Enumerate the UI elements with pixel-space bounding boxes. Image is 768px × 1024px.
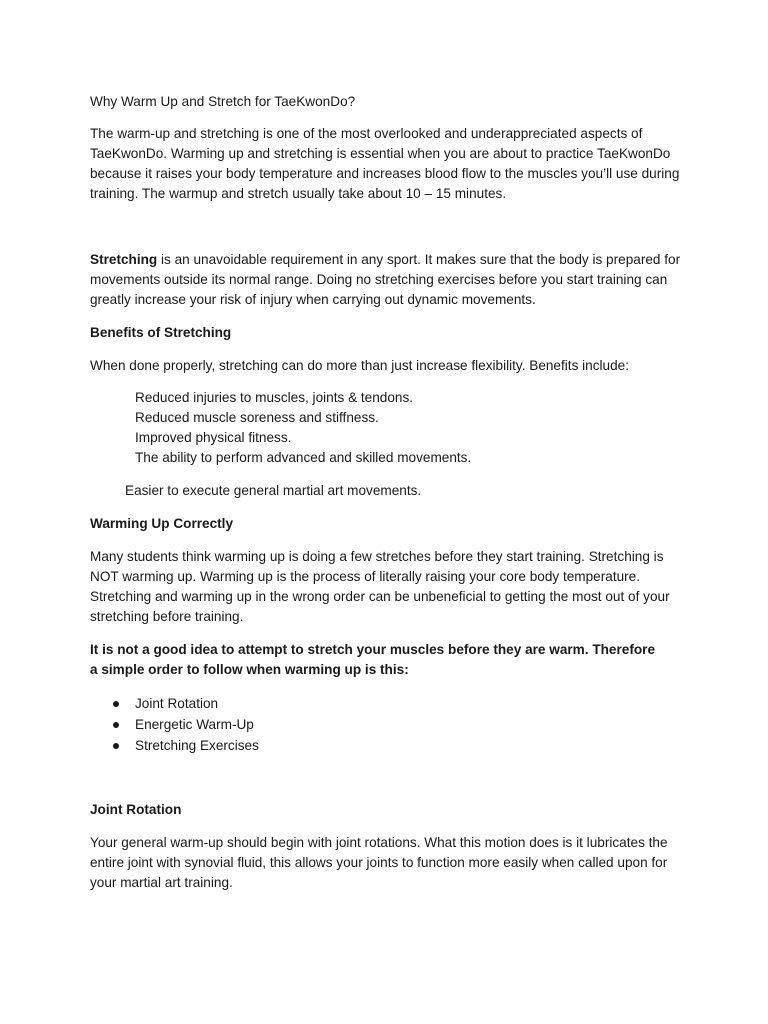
stretching-text: is an unavoidable requirement in any sport. It makes sure that the body is prepared for movements outside its normal range. Doing no stretching exercises before you start training can greatly increase your risk of injury when carrying out dynamic movements. bbox=[90, 252, 681, 307]
benefits-intro: When done properly, stretching can do more than just increase flexibility. Benefits include: bbox=[90, 358, 629, 373]
bullet-icon bbox=[113, 722, 119, 728]
warning-paragraph: It is not a good idea to attempt to stretch your muscles before they are warm. Therefore a simple order to follow when warming up is this: bbox=[90, 642, 656, 677]
document-title: Why Warm Up and Stretch for TaeKwonDo? bbox=[90, 94, 356, 109]
benefits-extra: Easier to execute general martial art movements. bbox=[125, 483, 422, 498]
list-item: Reduced muscle soreness and stiffness. bbox=[135, 410, 379, 425]
warming-heading: Warming Up Correctly bbox=[90, 516, 234, 531]
list-item-label: Joint Rotation bbox=[135, 696, 219, 711]
benefits-list bbox=[135, 388, 471, 468]
list-item: Improved physical fitness. bbox=[135, 430, 292, 445]
bullet-icon bbox=[113, 701, 119, 707]
list-item-label: Stretching Exercises bbox=[135, 738, 259, 753]
warming-paragraph: Many students think warming up is doing a few stretches before they start training. Stretching is NOT warming up. Warming up is the process of literally raising your core body temperature. Stretching and warming up in the wrong order can be unbeneficial to getting the most out of your stretching before training. bbox=[90, 549, 670, 624]
list-item-label: Energetic Warm-Up bbox=[135, 717, 254, 732]
benefits-heading: Benefits of Stretching bbox=[90, 325, 232, 340]
bullet-icon bbox=[113, 743, 119, 749]
stretching-lead: Stretching bbox=[90, 252, 158, 267]
joint-heading: Joint Rotation bbox=[90, 802, 182, 817]
joint-paragraph: Your general warm-up should begin with joint rotations. What this motion does is it lubricates the entire joint with synovial fluid, this allows your joints to function more easily when called upon for your martial art training. bbox=[90, 835, 668, 890]
intro-paragraph: The warm-up and stretching is one of the most overlooked and underappreciated aspects of TaeKwonDo. Warming up and stretching is essential when you are about to practice TaeKwonDo because it raises your body temperature and increases blood flow to the muscles you’ll use during training. The warmup and stretch usually take about 10 – 15 minutes. bbox=[90, 126, 680, 201]
list-item: The ability to perform advanced and skilled movements. bbox=[135, 450, 472, 465]
stretching-paragraph bbox=[90, 250, 685, 310]
list-item: Reduced injuries to muscles, joints & tendons. bbox=[135, 390, 414, 405]
